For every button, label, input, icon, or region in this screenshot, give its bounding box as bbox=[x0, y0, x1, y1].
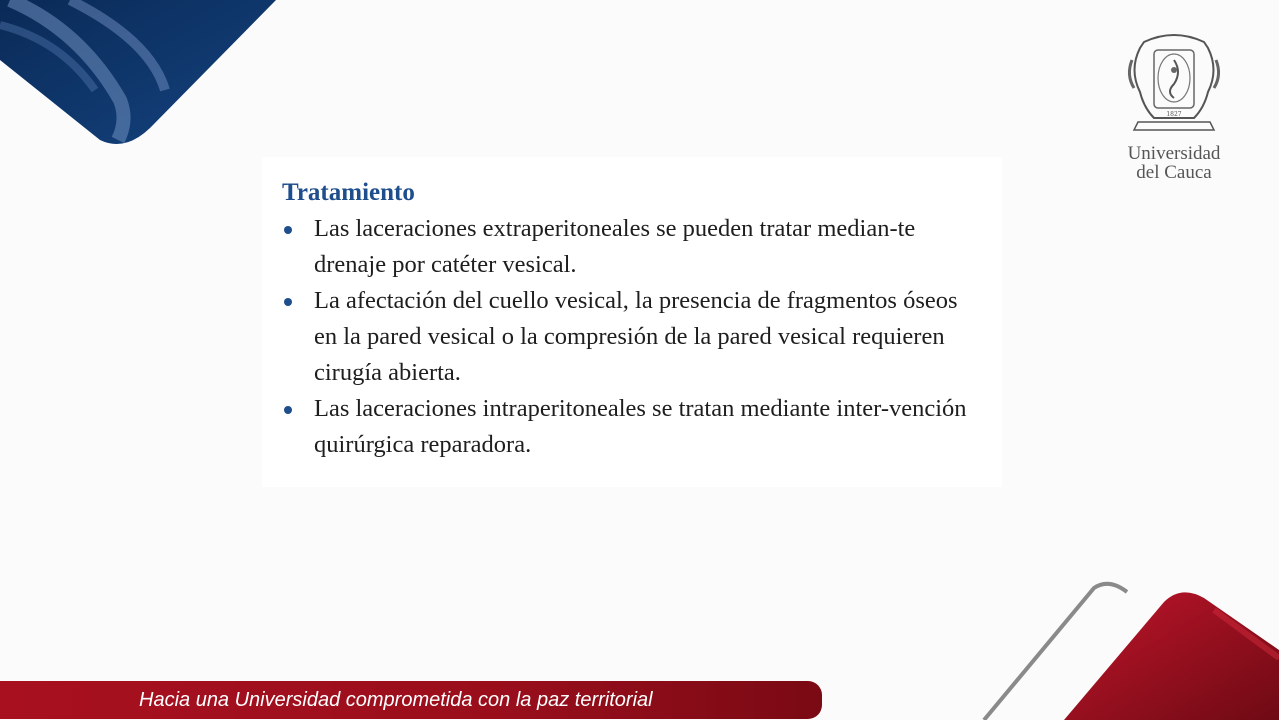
bullet-text: Las laceraciones extraperitoneales se pueden tratar median-te drenaje por catéter vesical. bbox=[314, 215, 916, 278]
bullet-dot-icon bbox=[284, 406, 292, 414]
svg-text:1827: 1827 bbox=[1166, 111, 1182, 118]
bullet-item bbox=[282, 391, 982, 463]
content-box bbox=[262, 157, 1002, 487]
bullet-item bbox=[282, 211, 982, 283]
bullet-text: La afectación del cuello vesical, la presencia de fragmentos óseos en la pared vesical o la compresión de la pared vesical requieren cirugía abierta. bbox=[314, 287, 958, 386]
bottom-right-decoration bbox=[959, 580, 1279, 720]
logo-line-1: Universidad bbox=[1127, 143, 1221, 164]
footer-slogan: Hacia una Universidad comprometida con la paz territorial bbox=[139, 689, 653, 711]
bullet-list bbox=[282, 211, 982, 463]
top-left-decoration bbox=[0, 0, 280, 155]
bullet-text: Las laceraciones intraperitoneales se tratan mediante inter-vención quirúrgica reparadora. bbox=[314, 395, 967, 458]
logo-line-2: del Cauca bbox=[1136, 162, 1212, 183]
section-title: Tratamiento bbox=[282, 179, 415, 206]
university-seal-icon bbox=[1124, 30, 1224, 138]
university-logo bbox=[1110, 30, 1238, 195]
footer-bar bbox=[0, 681, 822, 719]
bullet-dot-icon bbox=[284, 298, 292, 306]
bullet-dot-icon bbox=[284, 226, 292, 234]
bullet-item bbox=[282, 283, 982, 391]
